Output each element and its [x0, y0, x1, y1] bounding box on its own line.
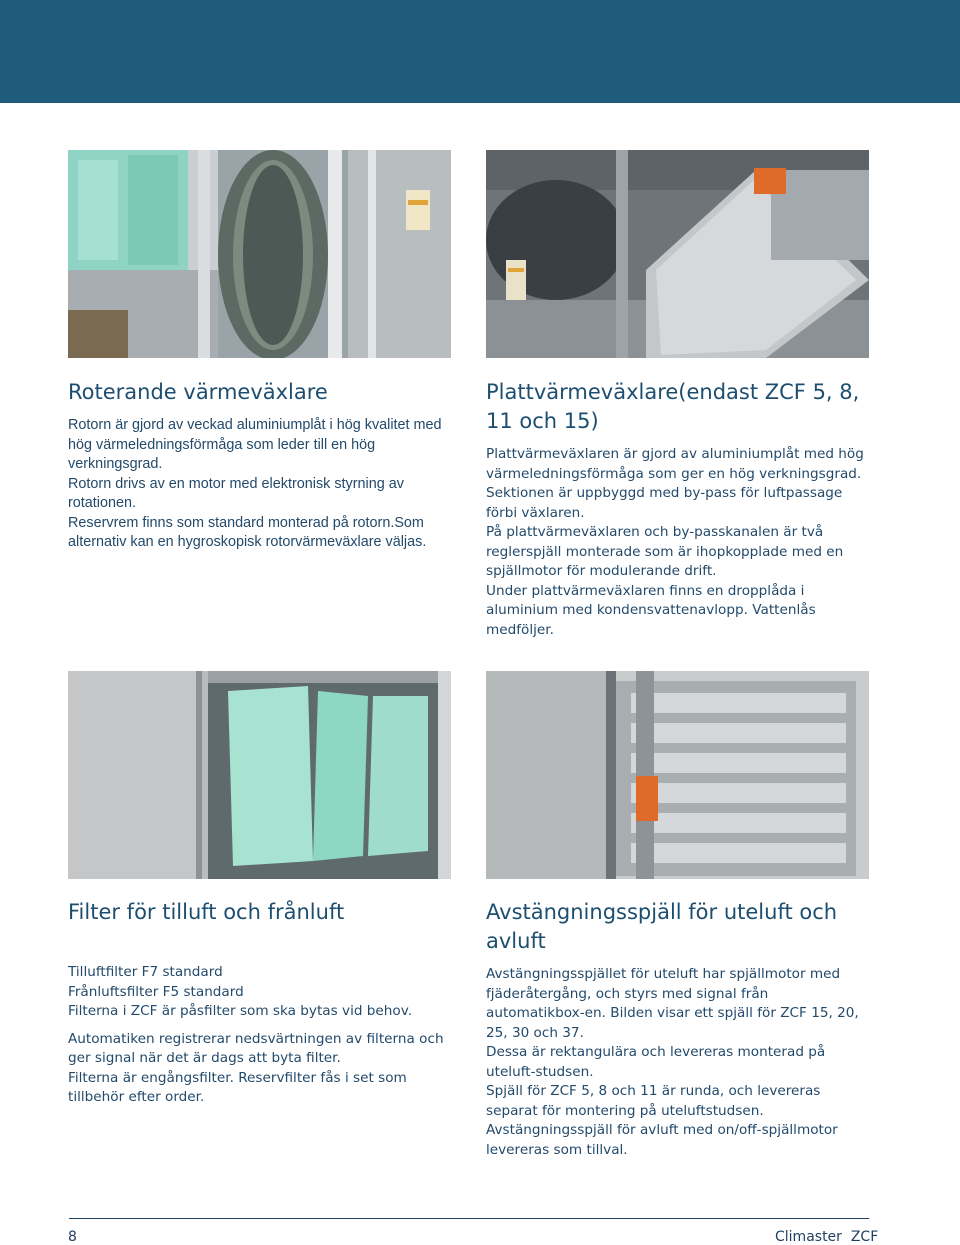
- damper-paragraph: Avstängningsspjället för uteluft har spjällmotor med fjäderåtergång, och styrs med signal från automatikbox-en. Bilden visar ett spjäll för ZCF 15, 20, 25, 30 och 37. Dessa är rektangulära och levereras monterad på uteluft-studsen. Spjäll för ZCF 5, 8 och 11 är runda, och levereras separat för montering på uteluftstudsen. Avstängningsspjäll för avluft med on/off-spjällmotor levereras som tillval.: [486, 966, 859, 1158]
- filter-paragraph-1: Tilluftfilter F7 standard Frånluftsfilter F5 standard Filterna i ZCF är påsfilter som ska bytas vid behov.: [68, 964, 413, 1019]
- filter-section: [68, 898, 453, 1108]
- product-name: Climaster ZCF: [775, 1229, 879, 1245]
- damper-heading: Avstängningsspjäll för uteluft och avluft: [486, 900, 838, 953]
- rotor-section: [68, 378, 453, 553]
- plate-heading: Plattvärmeväxlare(endast ZCF 5, 8, 11 och 15): [486, 380, 860, 433]
- header-band: [0, 0, 960, 103]
- filter-heading: Filter för tilluft och frånluft: [68, 900, 345, 924]
- plate-heat-exchanger-photo: [486, 150, 869, 358]
- footer-rule: [69, 1218, 869, 1219]
- plate-section: [486, 378, 876, 640]
- filter-paragraph-2: Automatiken registrerar nedsvärtningen av filterna och ger signal när det är dags att byta filter. Filterna är engångsfilter. Reservfilter fås i set som tillbehör efter order.: [68, 1030, 444, 1105]
- rotor-heading: Roterande värmeväxlare: [68, 380, 328, 404]
- filter-photo: [68, 671, 451, 879]
- plate-paragraph: Plattvärmeväxlaren är gjord av aluminiumplåt med hög värmeledningsförmåga som ger en hög verkningsgrad. Sektionen är uppbyggd med by-pass för luftpassage förbi växlaren. På plattvärmeväxlaren och by-passkanalen är två reglerspjäll monterade som är ihopkopplade med en spjällmotor för modulerande drift. Under plattvärmeväxlaren finns en dropplåda i aluminium med kondensvattenavlopp. Vattenlås medföljer.: [486, 446, 864, 638]
- damper-section: [486, 898, 871, 1160]
- rotor-paragraph: Rotorn är gjord av veckad aluminiumplåt i hög kvalitet med hög värmeledningsförmåga som leder till en hög verkningsgrad. Rotorn drivs av en motor med elektronisk styrning av rotationen. Reservrem finns som standard monterad på rotorn.Som alternativ kan en hygroskopisk rotorvärmeväxlare väljas.: [68, 417, 442, 550]
- damper-photo: [486, 671, 869, 879]
- page-number: 8: [68, 1229, 77, 1245]
- rotary-heat-exchanger-photo: [68, 150, 451, 358]
